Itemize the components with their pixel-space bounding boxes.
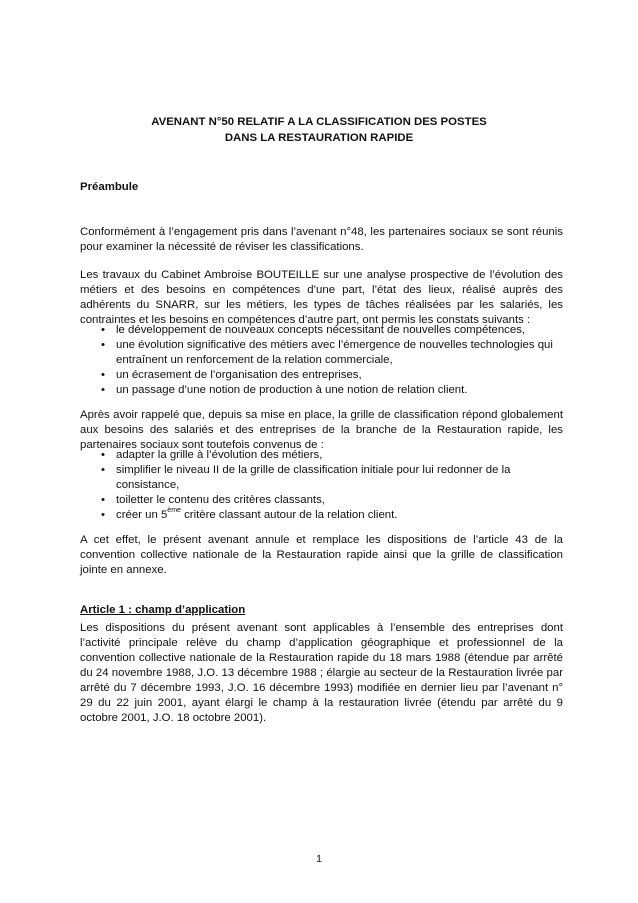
preambule-paragraph-1: Conformément à l’engagement pris dans l’avenant n°48, les partenaires sociaux se sont réunis pour examiner la nécessité de réviser les classifications.: [80, 226, 563, 253]
page-number: 1: [316, 853, 322, 865]
bullet-icon: •: [101, 339, 105, 351]
preambule-paragraph-4: A cet effet, le présent avenant annule et remplace les dispositions de l’article 43 de la convention collective nationale de la Restauration rapide ainsi que la grille de classification jointe en annexe.: [80, 534, 563, 576]
bullet-icon: •: [101, 494, 105, 506]
bullet-icon: •: [101, 509, 105, 521]
bullet-icon: •: [101, 449, 105, 461]
list-item: • une évolution significative des métiers avec l’émergence de nouvelles technologies qui entraînent un renforcement de la relation commerciale,: [80, 338, 563, 368]
title-line-2: DANS LA RESTAURATION RAPIDE: [224, 132, 414, 144]
bullet-icon: •: [101, 384, 105, 396]
preambule-paragraph-2: Les travaux du Cabinet Ambroise BOUTEILLE sur une analyse prospective de l’évolution des métiers et des besoins en compétences d’une part, l’état des lieux, réalisé auprès des adhérents du SNARR, sur les métiers, les types de tâches réalisées par les salariés, les contraintes et les besoins en compétences d’autre part, ont permis les constats suivants :: [80, 269, 563, 326]
article-1-paragraph: Les dispositions du présent avenant sont applicables à l’ensemble des entreprises dont l’activité principale relève du champ d’application géographique et professionnel de la convention collective nationale de la Restauration rapide du 18 mars 1988 (étendue par arrêté du 24 novembre 1988, J.O. 13 décembre 1988 ; élargie au secteur de la Restauration livrée par arrêté du 7 décembre 1993, J.O. 16 décembre 1993) modifiée en dernier lieu par l’avenant n° 29 du 22 juin 2001, ayant élargi le champ à la restauration livrée (étendu par arrêté du 9 octobre 2001, J.O. 18 octobre 2001).: [80, 622, 563, 724]
document-title: [80, 114, 558, 146]
constats-list: [80, 323, 563, 398]
list-item: • simplifier le niveau II de la grille de classification initiale pour lui redonner de la consistance,: [80, 463, 563, 493]
preambule-paragraph-3: Après avoir rappelé que, depuis sa mise en place, la grille de classification répond globalement aux besoins des salariés et des entreprises de la branche de la Restauration rapide, les partenaires sociaux sont toutefois convenus de :: [80, 409, 563, 451]
preambule-heading: Préambule: [80, 181, 139, 193]
bullet-icon: •: [101, 369, 105, 381]
list-item: • le développement de nouveaux concepts nécessitant de nouvelles compétences,: [80, 323, 563, 338]
list-item: • adapter la grille à l’évolution des métiers,: [80, 448, 563, 463]
convenus-list: [80, 448, 563, 523]
list-item: • un passage d’une notion de production à une notion de relation client.: [80, 383, 563, 398]
list-item: • un écrasement de l’organisation des entreprises,: [80, 368, 563, 383]
title-line-1: AVENANT N°50 RELATIF A LA CLASSIFICATION DES POSTES: [151, 116, 487, 128]
bullet-icon: •: [101, 324, 105, 336]
bullet-icon: •: [101, 464, 105, 476]
article-1-heading: Article 1 : champ d’application: [80, 604, 246, 616]
list-item: • toiletter le contenu des critères classants,: [80, 493, 563, 508]
list-item: • créer un 5ème critère classant autour de la relation client.: [80, 508, 563, 523]
